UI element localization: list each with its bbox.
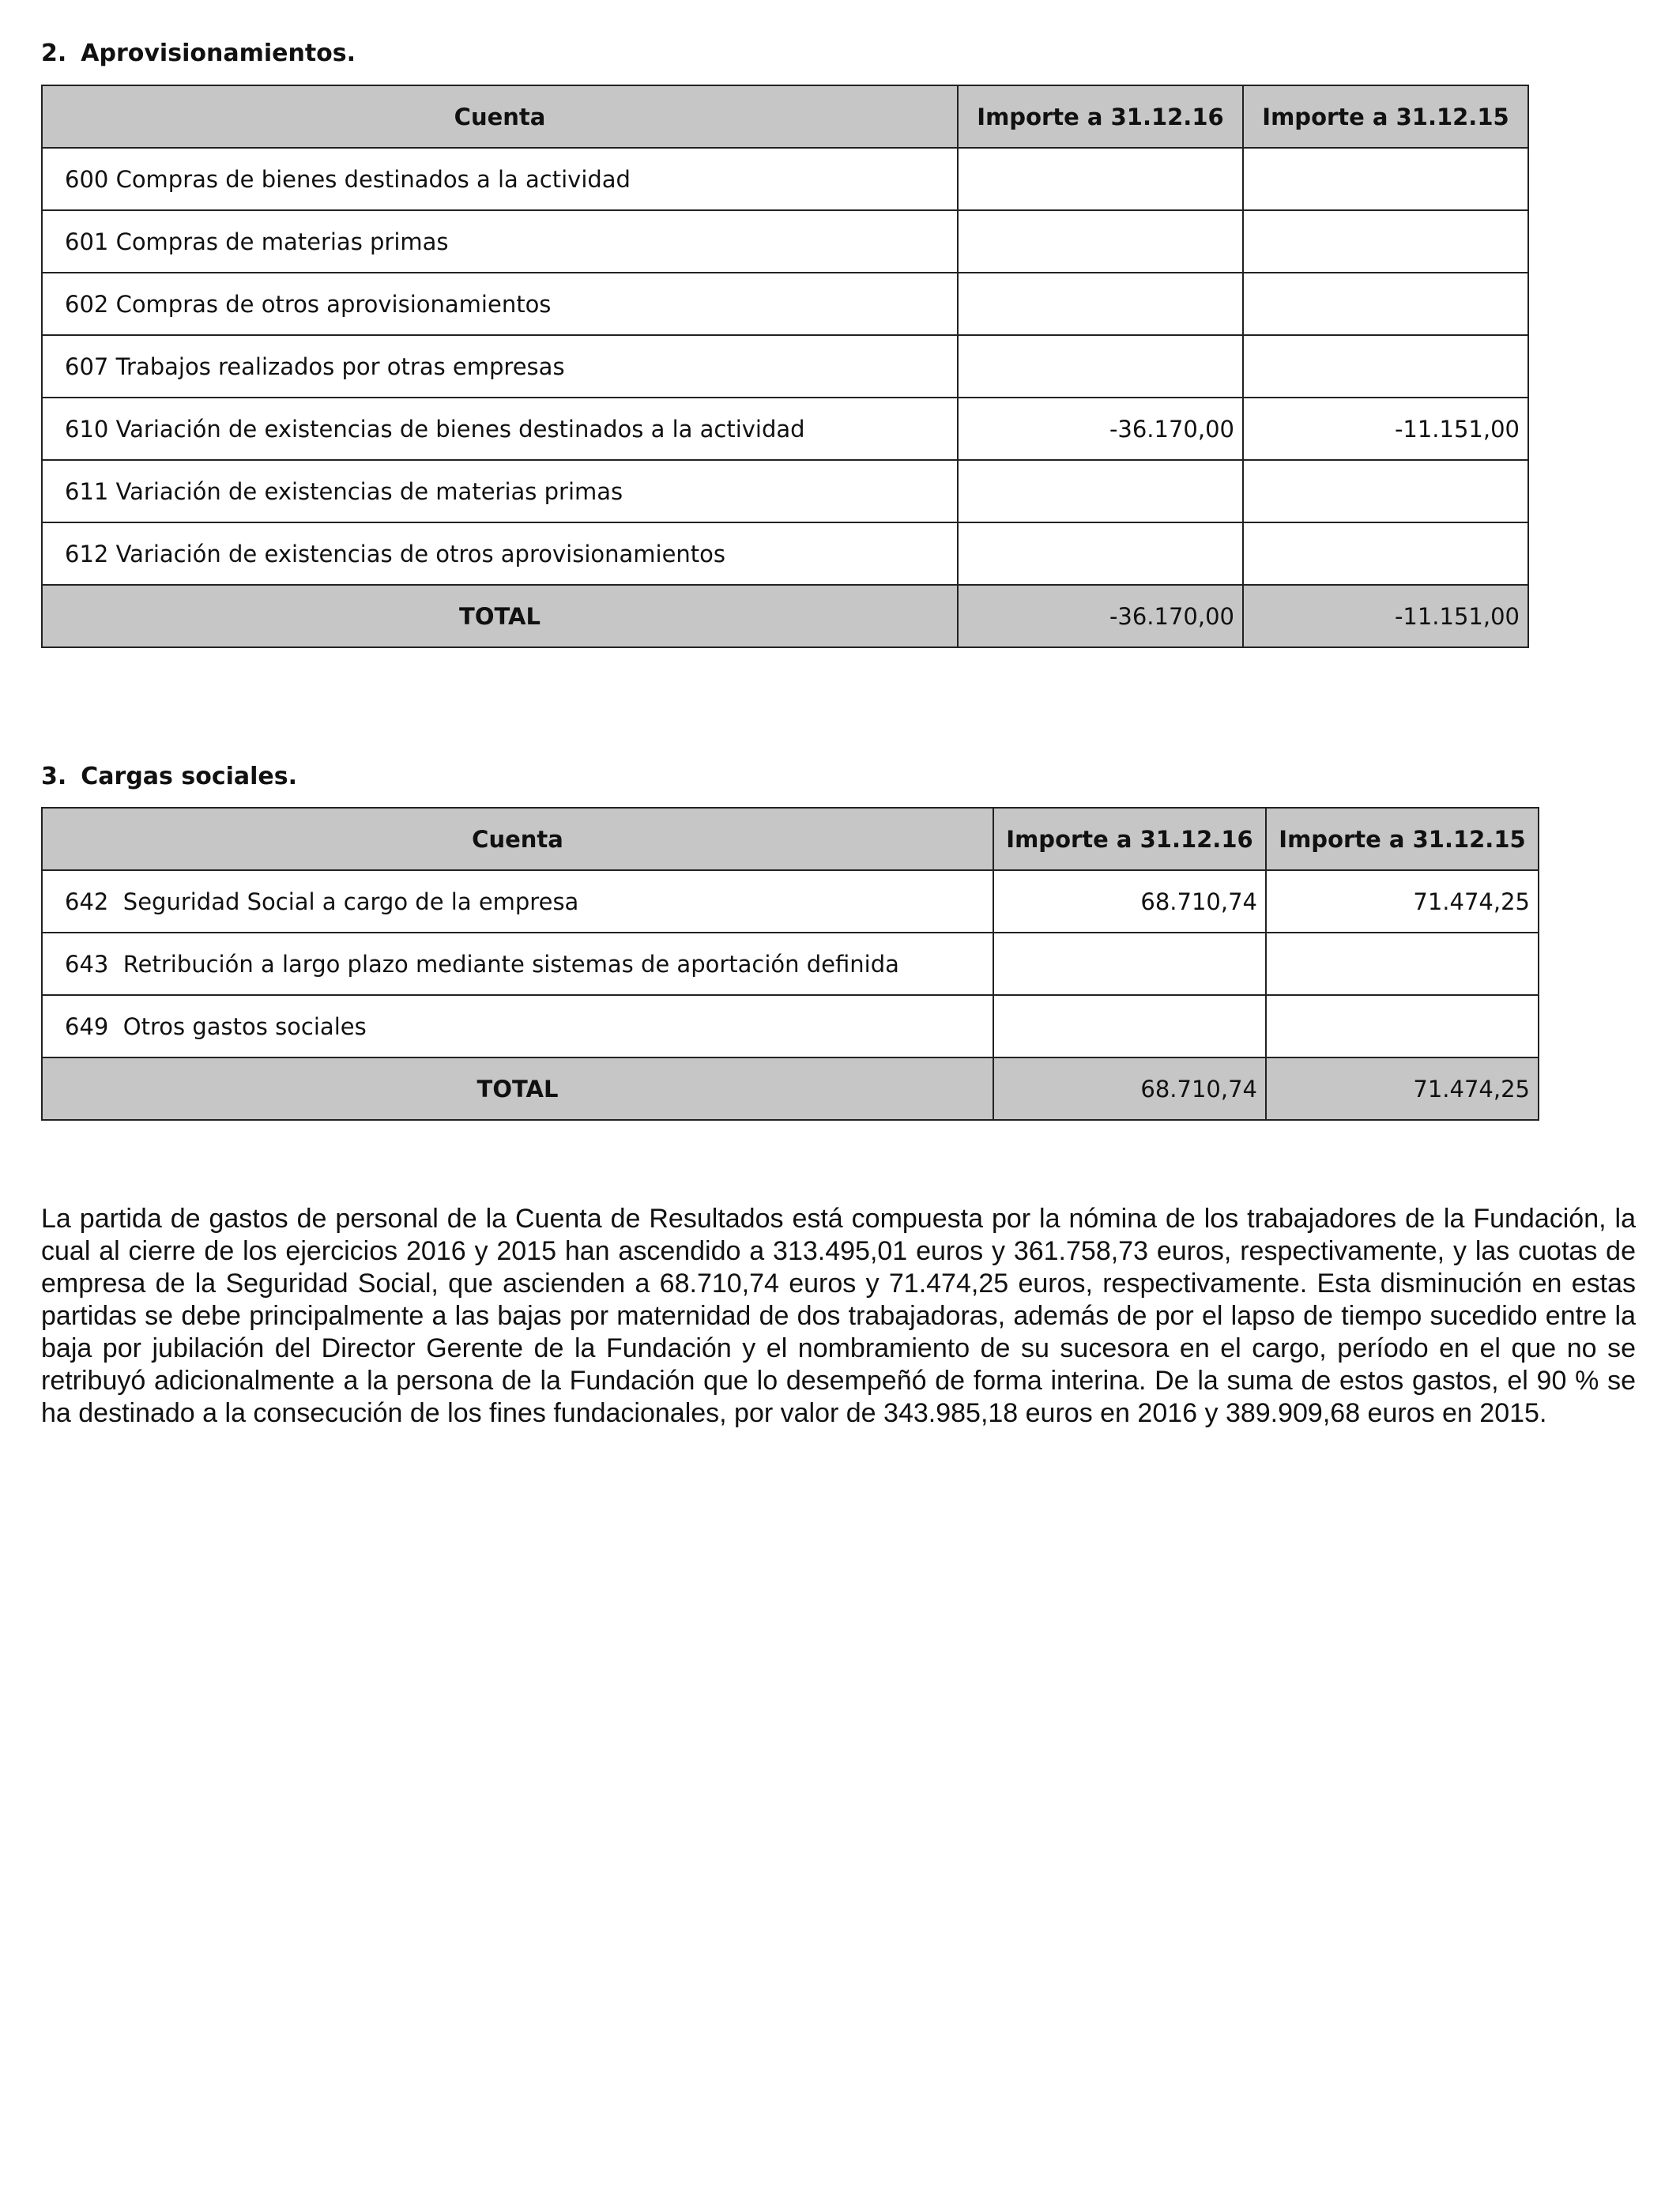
importe-16-cell <box>993 933 1266 995</box>
cuenta-cell: 600 Compras de bienes destinados a la actividad <box>42 148 958 210</box>
table-row <box>42 335 1528 398</box>
section-title: Aprovisionamientos. <box>81 40 356 67</box>
importe-16-cell <box>958 522 1243 585</box>
table-row <box>42 273 1528 335</box>
total-importe-16: 68.710,74 <box>993 1057 1266 1120</box>
table-row <box>42 522 1528 585</box>
section-heading-aprovisionamientos <box>41 38 356 70</box>
cuenta-cell: 602 Compras de otros aprovisionamientos <box>42 273 958 335</box>
cuenta-cell: 610 Variación de existencias de bienes destinados a la actividad <box>42 398 958 460</box>
importe-15-cell <box>1243 273 1528 335</box>
column-header-importe-15: Importe a 31.12.15 <box>1243 85 1528 148</box>
importe-15-cell <box>1266 933 1539 995</box>
importe-16-cell <box>958 273 1243 335</box>
importe-15-cell <box>1243 335 1528 398</box>
importe-15-cell <box>1243 460 1528 522</box>
table-row <box>42 870 1539 933</box>
cuenta-cell: 612 Variación de existencias de otros aprovisionamientos <box>42 522 958 585</box>
importe-16-cell: 68.710,74 <box>993 870 1266 933</box>
column-header-importe-16: Importe a 31.12.16 <box>958 85 1243 148</box>
section-number: 3. <box>41 763 67 790</box>
importe-15-cell <box>1243 210 1528 273</box>
total-label: TOTAL <box>42 585 958 647</box>
cuenta-cell: 643 Retribución a largo plazo mediante sistemas de aportación definida <box>42 933 993 995</box>
total-importe-15: -11.151,00 <box>1243 585 1528 647</box>
importe-16-cell <box>958 335 1243 398</box>
cargas-sociales-table <box>41 807 1539 1121</box>
importe-16-cell <box>958 148 1243 210</box>
importe-15-cell <box>1243 522 1528 585</box>
table-header-row <box>42 85 1528 148</box>
importe-15-cell <box>1243 148 1528 210</box>
total-label: TOTAL <box>42 1057 993 1120</box>
cuenta-cell: 607 Trabajos realizados por otras empresas <box>42 335 958 398</box>
table-row <box>42 995 1539 1057</box>
table-row <box>42 933 1539 995</box>
section-heading-cargas-sociales <box>41 761 297 793</box>
importe-15-cell: -11.151,00 <box>1243 398 1528 460</box>
aprovisionamientos-table <box>41 85 1529 648</box>
importe-16-cell <box>958 460 1243 522</box>
cuenta-cell: 649 Otros gastos sociales <box>42 995 993 1057</box>
importe-16-cell <box>993 995 1266 1057</box>
gastos-personal-paragraph: La partida de gastos de personal de la Cuenta de Resultados está compuesta por la nómina de los trabajadores de la Fundación, la cual al cierre de los ejercicios 2016 y 2015 han ascendido a 313.495,01 euros y 361.758,73 euros, respectivamente, y las cuotas de empresa de la Seguridad Social, que ascienden a 68.710,74 euros y 71.474,25 euros, respectivamente. Esta disminución en estas partidas se debe principalmente a las bajas por maternidad de dos trabajadoras, además de por el lapso de tiempo sucedido entre la baja por jubilación del Director Gerente de la Fundación y el nombramiento de su sucesora en el cargo, período en el que no se retribuyó adicionalmente a la persona de la Fundación que lo desempeñó de forma interina. De la suma de estos gastos, el 90 % se ha destinado a la consecución de los fines fundacionales, por valor de 343.985,18 euros en 2016 y 389.909,68 euros en 2015. <box>41 1204 1636 1428</box>
importe-15-cell: 71.474,25 <box>1266 870 1539 933</box>
column-header-importe-16: Importe a 31.12.16 <box>993 808 1266 870</box>
cuenta-cell: 611 Variación de existencias de materias primas <box>42 460 958 522</box>
column-header-importe-15: Importe a 31.12.15 <box>1266 808 1539 870</box>
section-title: Cargas sociales. <box>81 763 298 790</box>
column-header-cuenta: Cuenta <box>42 808 993 870</box>
importe-16-cell <box>958 210 1243 273</box>
importe-16-cell: -36.170,00 <box>958 398 1243 460</box>
cuenta-cell: 601 Compras de materias primas <box>42 210 958 273</box>
cuenta-cell: 642 Seguridad Social a cargo de la empresa <box>42 870 993 933</box>
table-total-row <box>42 585 1528 647</box>
table-header-row <box>42 808 1539 870</box>
column-header-cuenta: Cuenta <box>42 85 958 148</box>
table-row <box>42 460 1528 522</box>
table-row <box>42 210 1528 273</box>
total-importe-15: 71.474,25 <box>1266 1057 1539 1120</box>
table-row <box>42 148 1528 210</box>
total-importe-16: -36.170,00 <box>958 585 1243 647</box>
section-number: 2. <box>41 40 67 67</box>
importe-15-cell <box>1266 995 1539 1057</box>
table-total-row <box>42 1057 1539 1120</box>
table-row <box>42 398 1528 460</box>
